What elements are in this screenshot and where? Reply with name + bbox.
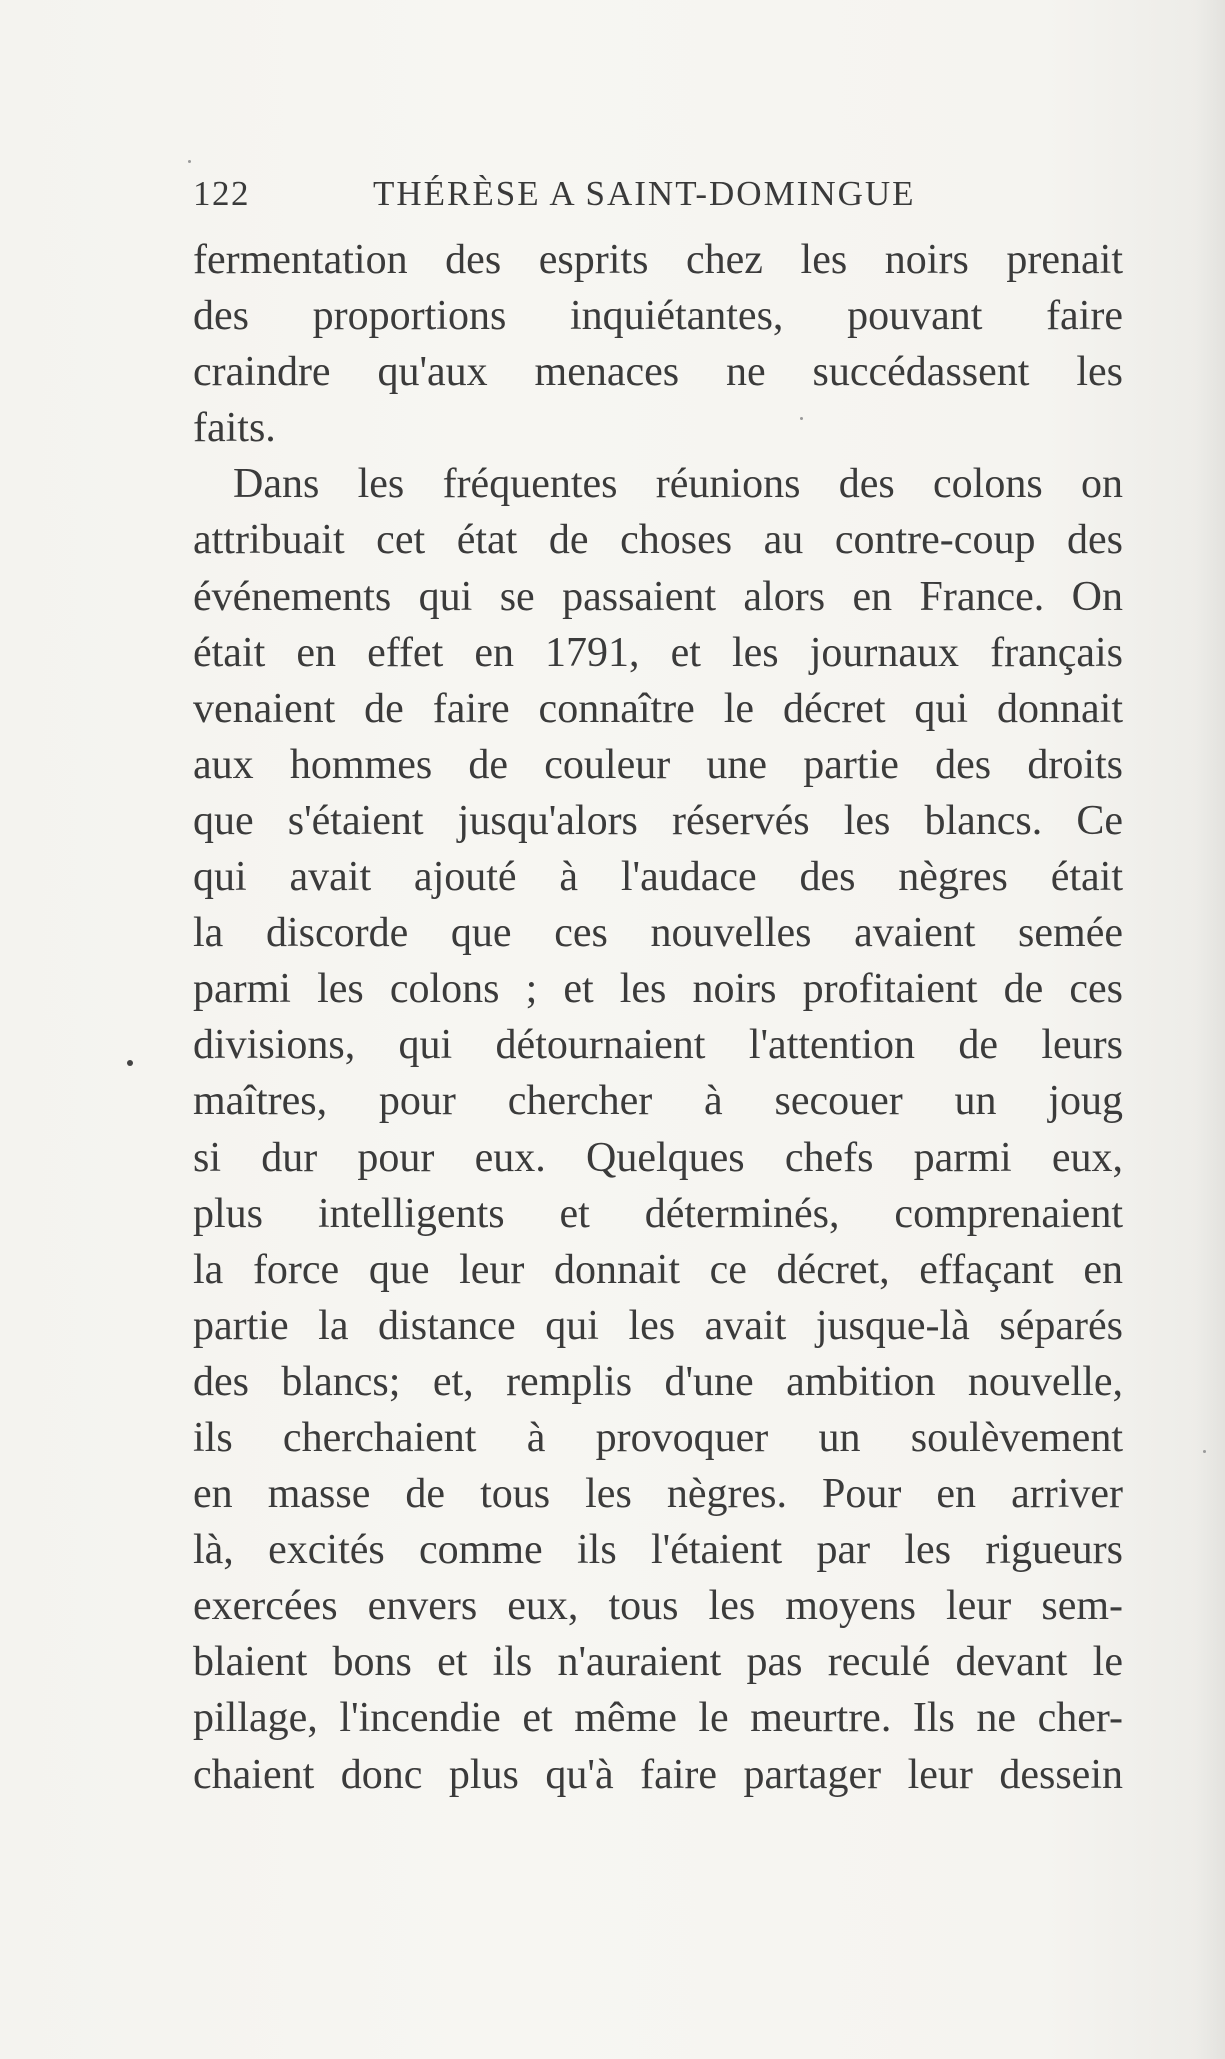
page-number: 122 — [193, 174, 250, 213]
text-line: maîtres, pour chercher à secouer un joug — [193, 1078, 1123, 1125]
text-line: parmi les colons ; et les noirs profitaient de ces — [193, 966, 1123, 1013]
text-line: la force que leur donnait ce décret, effaçant en — [193, 1246, 1123, 1293]
text-line: était en effet en 1791, et les journaux français — [193, 629, 1123, 676]
text-line: divisions, qui détournaient l'attention de leurs — [193, 1022, 1123, 1069]
text-line: événements qui se passaient alors en France. On — [193, 573, 1123, 620]
text-line: exercées envers eux, tous les moyens leur sem- — [193, 1583, 1123, 1630]
text-line: blaient bons et ils n'auraient pas reculé devant le — [193, 1639, 1123, 1686]
text-line: si dur pour eux. Quelques chefs parmi eux, — [193, 1134, 1123, 1181]
text-line: venaient de faire connaître le décret qui donnait — [193, 685, 1123, 732]
text-line: qui avait ajouté à l'audace des nègres était — [193, 854, 1123, 901]
text-line: ils cherchaient à provoquer un soulèvement — [193, 1414, 1123, 1461]
text-line: chaient donc plus qu'à faire partager leur dessein — [193, 1751, 1123, 1798]
margin-ink-dot — [127, 1060, 133, 1066]
text-line: fermentation des esprits chez les noirs prenait — [193, 237, 1123, 283]
text-line: en masse de tous les nègres. Pour en arriver — [193, 1471, 1123, 1518]
text-line: partie la distance qui les avait jusque-là séparés — [193, 1302, 1123, 1349]
page-edge-shadow — [1195, 0, 1225, 2059]
running-title: THÉRÈSE A SAINT-DOMINGUE — [373, 174, 916, 213]
text-line: pillage, l'incendie et même le meurtre. Ils ne cher- — [193, 1695, 1123, 1742]
text-line: Dans les fréquentes réunions des colons on — [233, 461, 1123, 508]
text-line: craindre qu'aux menaces ne succédassent les — [193, 349, 1123, 396]
paper-speck — [800, 417, 803, 420]
text-line: des blancs; et, remplis d'une ambition nouvelle, — [193, 1358, 1123, 1405]
text-line: des proportions inquiétantes, pouvant faire — [193, 293, 1123, 340]
body-text — [193, 232, 1123, 1803]
paper-speck — [1203, 1450, 1206, 1453]
text-line: que s'étaient jusqu'alors réservés les blancs. Ce — [193, 797, 1123, 844]
text-line: aux hommes de couleur une partie des droits — [193, 741, 1123, 788]
text-line: faits. — [193, 405, 276, 452]
text-line: là, excités comme ils l'étaient par les rigueurs — [193, 1527, 1123, 1574]
text-line: plus intelligents et déterminés, comprenaient — [193, 1190, 1123, 1237]
running-header — [193, 174, 1123, 224]
text-line: la discorde que ces nouvelles avaient semée — [193, 910, 1123, 957]
text-line: attribuait cet état de choses au contre-coup des — [193, 517, 1123, 564]
paper-speck — [188, 160, 191, 163]
